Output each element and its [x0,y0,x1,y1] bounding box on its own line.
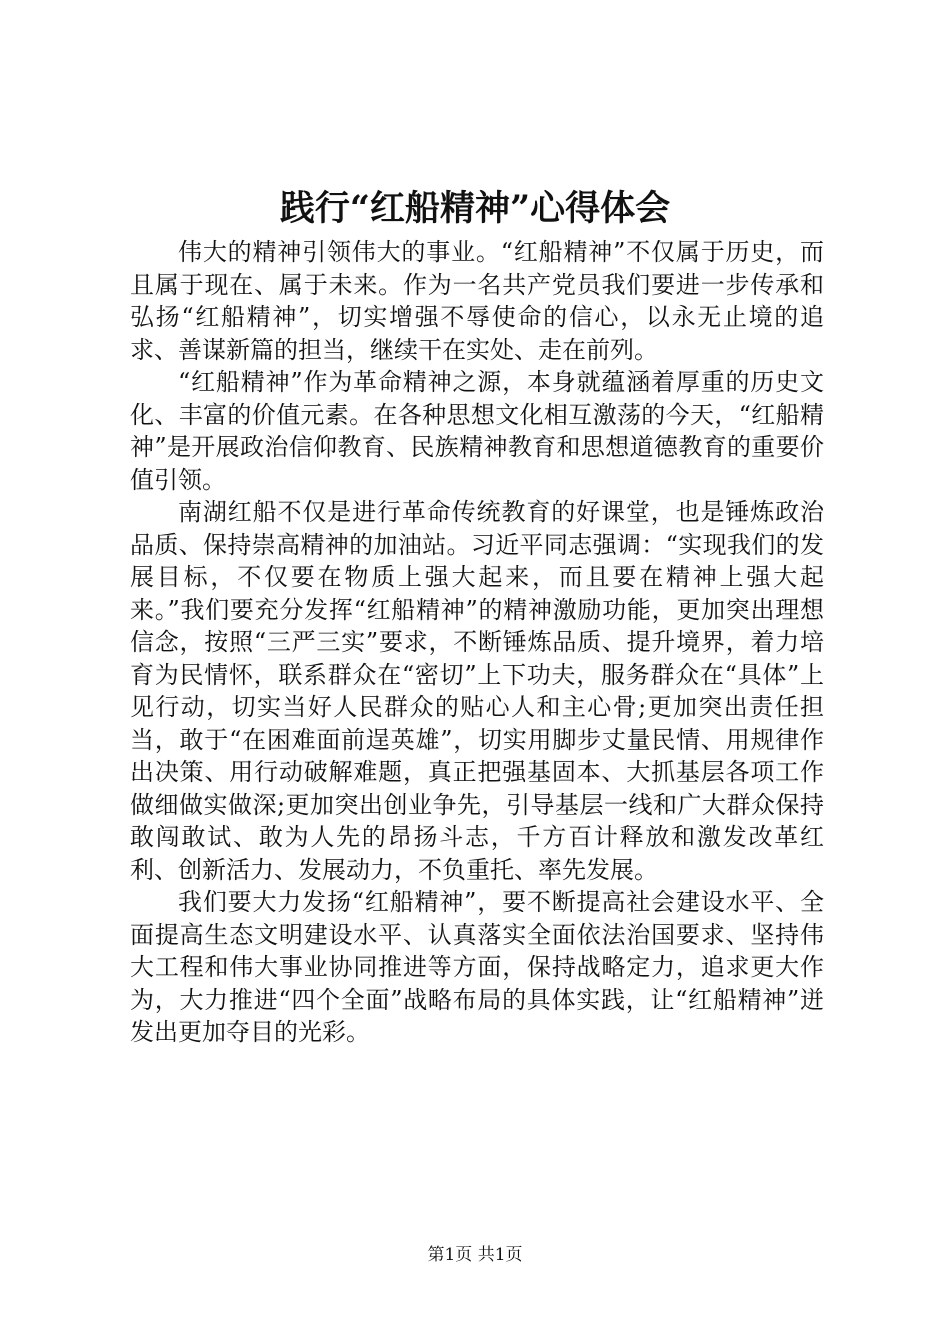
paragraph-3: 南湖红船不仅是进行革命传统教育的好课堂，也是锤炼政治品质、保持崇高精神的加油站。习近平同志强调：“实现我们的发展目标，不仅要在物质上强大起来，而且要在精神上强大起来。”我们要充分发挥“红船精神”的精神激励功能，更加突出理想信念，按照“三严三实”要求，不断锤炼品质、提升境界，着力培育为民情怀，联系群众在“密切”上下功夫，服务群众在“具体”上见行动，切实当好人民群众的贴心人和主心骨;更加突出责任担当，敢于“在困难面前逞英雄”，切实用脚步丈量民情、用规律作出决策、用行动破解难题，真正把强基固本、大抓基层各项工作做细做实做深;更加突出创业争先，引导基层一线和广大群众保持敢闯敢试、敢为人先的昂扬斗志，千方百计释放和激发改革红利、创新活力、发展动力，不负重托、率先发展。 [130,498,824,884]
paragraph-2: “红船精神”作为革命精神之源，本身就蕴涵着厚重的历史文化、丰富的价值元素。在各种思想文化相互激荡的今天，“红船精神”是开展政治信仰教育、民族精神教育和思想道德教育的重要价值引领。 [130,368,824,494]
document-body [130,236,824,1049]
page-number-footer: 第1页 共1页 [427,1245,523,1265]
paragraph-4: 我们要大力发扬“红船精神”，要不断提高社会建设水平、全面提高生态文明建设水平、认真落实全面依法治国要求、坚持伟大工程和伟大事业协同推进等方面，保持战略定力，追求更大作为，大力推进“四个全面”战略布局的具体实践，让“红船精神”迸发出更加夺目的光彩。 [130,888,824,1046]
page-title: 践行“红船精神”心得体会 [279,188,671,229]
paragraph-1: 伟大的精神引领伟大的事业。“红船精神”不仅属于历史，而且属于现在、属于未来。作为一名共产党员我们要进一步传承和弘扬“红船精神”，切实增强不辱使命的信心，以永无止境的追求、善谋新篇的担当，继续干在实处、走在前列。 [130,238,824,364]
